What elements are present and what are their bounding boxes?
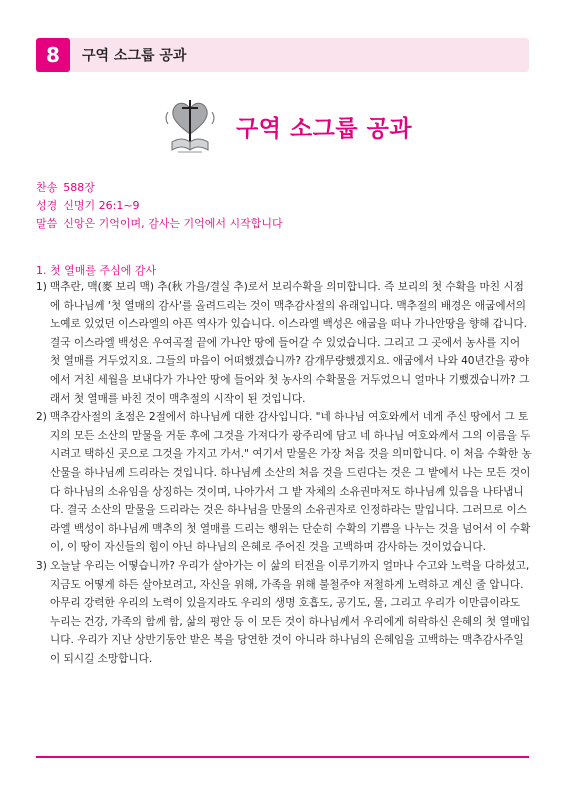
word-line xyxy=(36,215,283,231)
paragraph-2-text: 맥추감사절의 초점은 2절에서 하나님께 대한 감사입니다. "네 하나님 여호와께서 네게 주신 땅에서 그 토지의 모든 소산의 맏물을 거둔 후에 그것을 가져다가 광주리에 담고 네 하나님 여호와께서 그의 이름을 두시려고 택하신 곳으로 그것을 가지고 가서." 여기서 맏물은 가장 처음 것을 의미합니다. 이 처음 수확한 농산물을 하나님께 드리라는 것입니다. 하나님께 소산의 처음 것을 드린다는 것은 그 밭에서 나는 모든 것이 다 하나님의 소유임을 상징하는 것이며, 나아가서 그 밭 자체의 소유권마저도 하나님께 있음을 나타냅니다. 결국 소산의 맏물을 드리라는 것은 하나님을 만물의 소유권자로 인정하라는 말입니다. 그러므로 이스라엘 백성이 하나님께 맥추의 첫 열매를 드리는 행위는 단순히 수확의 기쁨을 나누는 것을 넘어서 이 수확이, 이 땅이 자신들의 힘이 아닌 하나님의 은혜로 주어진 것을 고백하며 감사하는 것이었습니다. xyxy=(50,411,532,554)
heart-cross-bible-icon xyxy=(158,94,222,158)
hymn-label: 찬송 xyxy=(36,181,58,194)
hymn-line xyxy=(36,179,95,195)
word-value: 신앙은 기억이며, 감사는 기억에서 시작합니다 xyxy=(63,217,283,230)
paragraph-2 xyxy=(36,408,532,557)
hymn-value: 588장 xyxy=(63,181,95,194)
paragraph-1-number: 1) xyxy=(36,281,47,293)
paragraph-2-number: 2) xyxy=(36,411,47,424)
scripture-value: 신명기 26:1~9 xyxy=(63,199,140,212)
paragraph-3 xyxy=(36,557,532,669)
section-number-badge: 8 xyxy=(36,38,70,72)
bottom-divider xyxy=(36,756,529,758)
scripture-line xyxy=(36,197,140,213)
paragraph-3-text: 오늘날 우리는 어떻습니까? 우리가 살아가는 이 삶의 터전을 이루기까지 얼마나 수고와 노력을 다하셨고, 지금도 어떻게 하든 살아보려고, 자신을 위해, 가족을 위해 불철주야 저철하게 노력하고 계신 줄 압니다. 아무리 강력한 우리의 노력이 있을지라도 우리의 생명 호흡도, 공기도, 물, 그리고 우리가 이만큼이라도 누리는 건강, 가족의 함께 함, 삶의 평안 등 이 모든 것이 하나님께서 우리에게 허락하신 은혜의 첫 열매입니다. 우리가 지난 상반기동안 받은 복을 당연한 것이 아니라 하나님의 은혜임을 고백하는 맥추감사주일이 되시길 소망합니다. xyxy=(50,559,531,665)
paragraph-1-text: 맥추란, 맥(麥 보리 맥) 추(秋 가을/결실 추)로서 보리수확을 의미합니다. 즉 보리의 첫 수확을 마친 시점에 하나님께 '첫 열매의 감사'를 올려드리는 것이 맥추감사절의 유래입니다. 맥추절의 배경은 애굽에서의 노예로 있었던 이스라엘의 아픈 역사가 있습니다. 이스라엘 백성은 애굽을 떠나 가나안땅을 향해 갑니다. 결국 이스라엘 백성은 우여곡절 끝에 가나안 땅에 들어갈 수 있었습니다. 그리고 그 곳에서 농사를 지어 첫 열매를 거두었지요. 그들의 마음이 어떠했겠습니까? 감개무량했겠지요. 애굽에서 나와 40년간을 광야에서 거친 세월을 보내다가 가나안 땅에 들어와 첫 농사의 수확물을 거두었으니 얼마나 기뻤겠습니까? 그래서 첫 열매를 바친 것이 맥추절의 시작이 된 것입니다. xyxy=(50,281,530,405)
scripture-label: 성경 xyxy=(36,199,58,212)
paragraph-3-number: 3) xyxy=(36,559,47,572)
body-text xyxy=(36,278,532,668)
section-header-title: 구역 소그룹 공과 xyxy=(82,48,187,64)
word-label: 말씀 xyxy=(36,217,58,230)
section1-heading: 1. 첫 열매를 주심에 감사 xyxy=(36,264,157,277)
paragraph-1 xyxy=(36,278,532,408)
main-title: 구역 소그룹 공과 xyxy=(236,116,413,142)
